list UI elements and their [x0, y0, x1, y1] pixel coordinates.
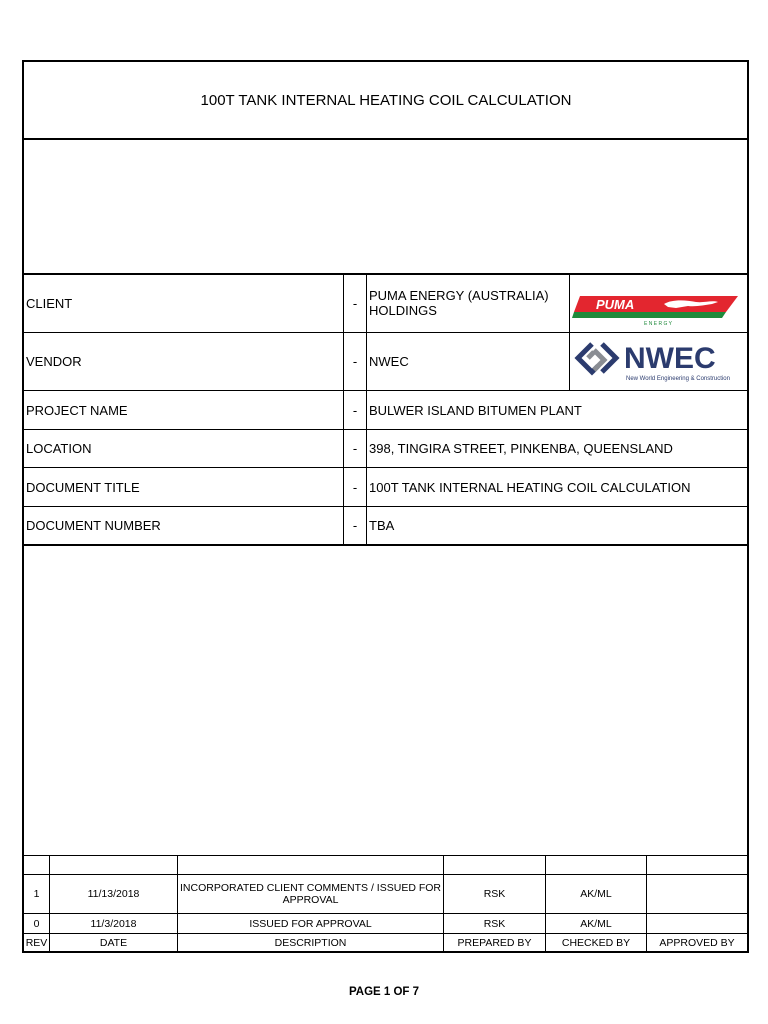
project-name-separator: - — [352, 402, 358, 418]
document-number-separator: - — [352, 518, 358, 533]
puma-logo-subtext: E N E R G Y — [644, 321, 672, 326]
page-number: PAGE 1 OF 7 — [348, 986, 420, 998]
rev-0-prepared-by: RSK — [483, 917, 506, 930]
puma-energy-logo — [572, 292, 740, 326]
logo-col-divider — [569, 273, 570, 391]
vendor-label: VENDOR — [26, 354, 82, 369]
rev-1-approved-by — [647, 875, 747, 913]
rev-header-description: DESCRIPTION — [274, 936, 347, 949]
frame-bottom — [22, 951, 749, 953]
rev-table-top — [22, 855, 749, 856]
rev-header-checked-by: CHECKED BY — [561, 936, 631, 949]
client-value: PUMA ENERGY (AUSTRALIA) HOLDINGS — [369, 288, 549, 318]
rev-0-number: 0 — [33, 917, 40, 930]
rev-0-description: ISSUED FOR APPROVAL — [249, 917, 372, 930]
rev-header-rev: REV — [25, 936, 48, 949]
document-number-value: TBA — [369, 518, 395, 533]
document-title-label: DOCUMENT TITLE — [26, 479, 140, 495]
location-separator: - — [352, 441, 358, 456]
rev-header-prepared-by: PREPARED BY — [457, 936, 532, 949]
rev-0-approved-by — [647, 914, 747, 933]
rev-0-checked-by: AK/ML — [580, 917, 612, 930]
nwec-logo — [572, 338, 744, 384]
info-table-bottom — [22, 544, 749, 546]
puma-logo-text: PUMA — [596, 297, 635, 312]
nwec-logo-text: NWEC — [624, 342, 716, 375]
title-divider — [22, 138, 749, 140]
location-label: LOCATION — [26, 441, 92, 456]
client-label: CLIENT — [26, 295, 73, 311]
vendor-separator: - — [352, 354, 358, 369]
nwec-logo-subtext: New World Engineering & Construction — [626, 376, 730, 382]
project-name-value: BULWER ISLAND BITUMEN PLANT — [369, 402, 582, 418]
rev-1-prepared-by: RSK — [483, 888, 506, 900]
rev-header-date: DATE — [99, 936, 128, 949]
rev-0-date: 11/3/2018 — [90, 917, 137, 930]
rev-1-date: 11/13/2018 — [87, 888, 140, 900]
document-number-label: DOCUMENT NUMBER — [26, 518, 161, 533]
rev-1-description: INCORPORATED CLIENT COMMENTS / ISSUED FOR APPROVAL — [180, 882, 441, 906]
rev-1-checked-by: AK/ML — [580, 888, 612, 900]
client-separator: - — [352, 295, 358, 311]
project-name-label: PROJECT NAME — [26, 402, 128, 418]
document-title-separator: - — [352, 479, 358, 495]
location-value: 398, TINGIRA STREET, PINKENBA, QUEENSLAND — [369, 441, 673, 456]
rev-1-number: 1 — [33, 888, 40, 900]
rev-header-approved-by: APPROVED BY — [659, 936, 735, 949]
document-header-title: 100T TANK INTERNAL HEATING COIL CALCULATION — [200, 91, 572, 109]
vendor-value: NWEC — [369, 354, 409, 369]
info-col-divider — [366, 273, 367, 545]
document-title-value: 100T TANK INTERNAL HEATING COIL CALCULATION — [369, 479, 691, 495]
